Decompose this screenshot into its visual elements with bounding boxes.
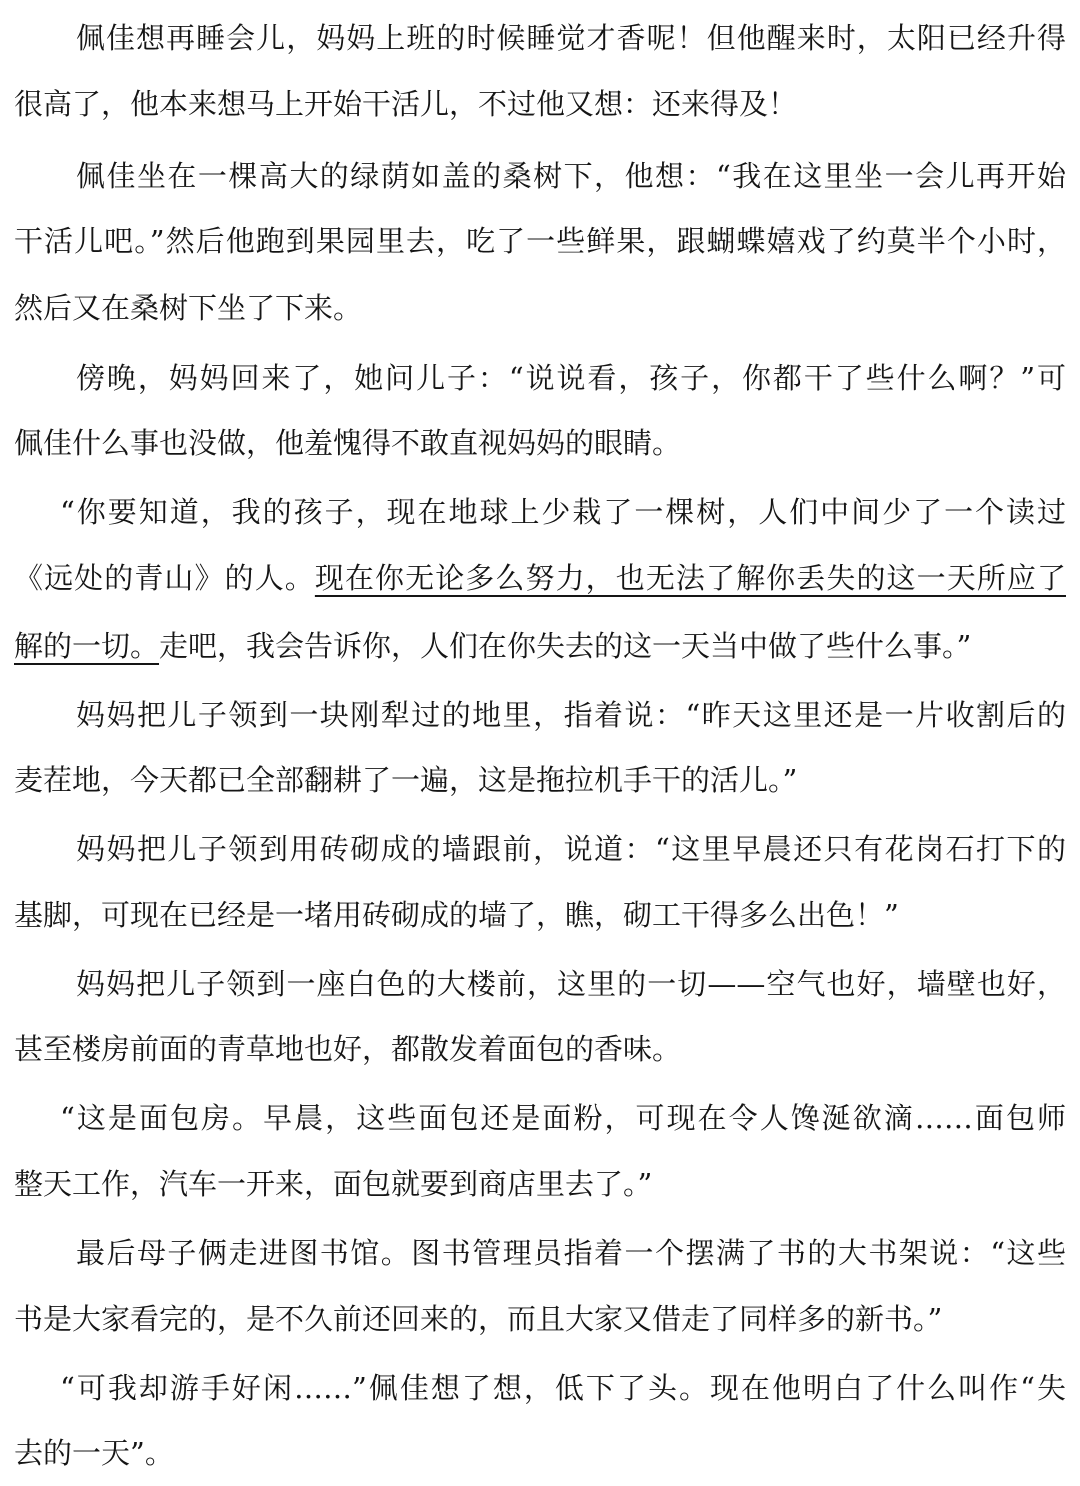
p7-line1	[0, 951, 1080, 1017]
p2-line3-text: 然后又在桑树下坐了下来。	[14, 291, 363, 325]
p4-line2-text	[14, 545, 1066, 611]
p8-line2	[0, 1151, 1080, 1217]
p6-line1	[0, 816, 1080, 882]
p7-line2-text: 甚至楼房前面的青草地也好，都散发着面包的香味。	[14, 1032, 682, 1066]
p4-line3	[0, 613, 1080, 679]
p1-line2-text: 很高了，他本来想马上开始干活儿，不过他又想：还来得及！	[14, 87, 798, 121]
p4-line3-plain: 走吧，我会告诉你，人们在你失去的这一天当中做了些什么事。”	[159, 629, 972, 663]
p2-line3	[0, 275, 1080, 341]
p5-line1-text: 妈妈把儿子领到一块刚犁过的地里，指着说：“昨天这里还是一片收割后的	[76, 698, 1066, 732]
p8-line1-text: “这是面包房。早晨，这些面包还是面粉，可现在令人馋涎欲滴……面包师	[60, 1101, 1066, 1135]
p7-line2	[0, 1016, 1080, 1082]
p4-line2-plain: 《远处的青山》的人。	[14, 561, 315, 595]
p5-line2	[0, 747, 1080, 813]
p6-line2-text: 基脚，可现在已经是一堵用砖砌成的墙了，瞧，砌工干得多么出色！”	[14, 898, 899, 932]
p8-line2-text: 整天工作，汽车一开来，面包就要到商店里去了。”	[14, 1167, 653, 1201]
p2-line2-text: 干活儿吧。”然后他跑到果园里去，吃了一些鲜果，跟蝴蝶嬉戏了约莫半个小时，	[14, 224, 1066, 258]
p1-line1	[0, 5, 1080, 71]
p1-line2	[0, 71, 1080, 137]
p10-line1	[0, 1355, 1080, 1421]
p9-line2-text: 书是大家看完的，是不久前还回来的，而且大家又借走了同样多的新书。”	[14, 1302, 943, 1336]
p4-underlined-sentence-start: 现在你无论多么努力，也无法了解你丢失的这一天所应了	[314, 561, 1066, 595]
p3-line1	[0, 345, 1080, 411]
p8-line1	[0, 1085, 1080, 1151]
p6-line1-text: 妈妈把儿子领到用砖砌成的墙跟前，说道：“这里早晨还只有花岗石打下的	[76, 832, 1066, 866]
p10-line2-text: 去的一天”。	[14, 1436, 174, 1470]
p10-line1-text: “可我却游手好闲……”佩佳想了想，低下了头。现在他明白了什么叫作“失	[60, 1371, 1066, 1405]
p3-line1-text: 傍晚，妈妈回来了，她问儿子：“说说看，孩子，你都干了些什么啊？”可	[76, 361, 1066, 395]
p10-line2	[0, 1420, 1080, 1486]
p5-line1	[0, 682, 1080, 748]
p4-underlined-sentence-end: 解的一切。	[14, 629, 160, 663]
p7-line1-text: 妈妈把儿子领到一座白色的大楼前，这里的一切——空气也好，墙壁也好，	[76, 967, 1066, 1001]
p2-line1	[0, 143, 1080, 209]
p4-line3-text	[14, 613, 1066, 679]
p1-line1-text: 佩佳想再睡会儿，妈妈上班的时候睡觉才香呢！但他醒来时，太阳已经升得	[76, 21, 1066, 55]
p4-line1-text: “你要知道，我的孩子，现在地球上少栽了一棵树，人们中间少了一个读过	[60, 495, 1066, 529]
p4-line1	[0, 479, 1080, 545]
p9-line1-text: 最后母子俩走进图书馆。图书管理员指着一个摆满了书的大书架说：“这些	[76, 1236, 1066, 1270]
p2-line1-text: 佩佳坐在一棵高大的绿荫如盖的桑树下，他想：“我在这里坐一会儿再开始	[76, 159, 1066, 193]
p3-line2-text: 佩佳什么事也没做，他羞愧得不敢直视妈妈的眼睛。	[14, 426, 682, 460]
p9-line1	[0, 1220, 1080, 1286]
p4-line2	[0, 545, 1080, 611]
p9-line2	[0, 1286, 1080, 1352]
p2-line2	[0, 208, 1080, 274]
p5-line2-text: 麦茬地，今天都已全部翻耕了一遍，这是拖拉机手干的活儿。”	[14, 763, 798, 797]
p3-line2	[0, 410, 1080, 476]
p6-line2	[0, 882, 1080, 948]
